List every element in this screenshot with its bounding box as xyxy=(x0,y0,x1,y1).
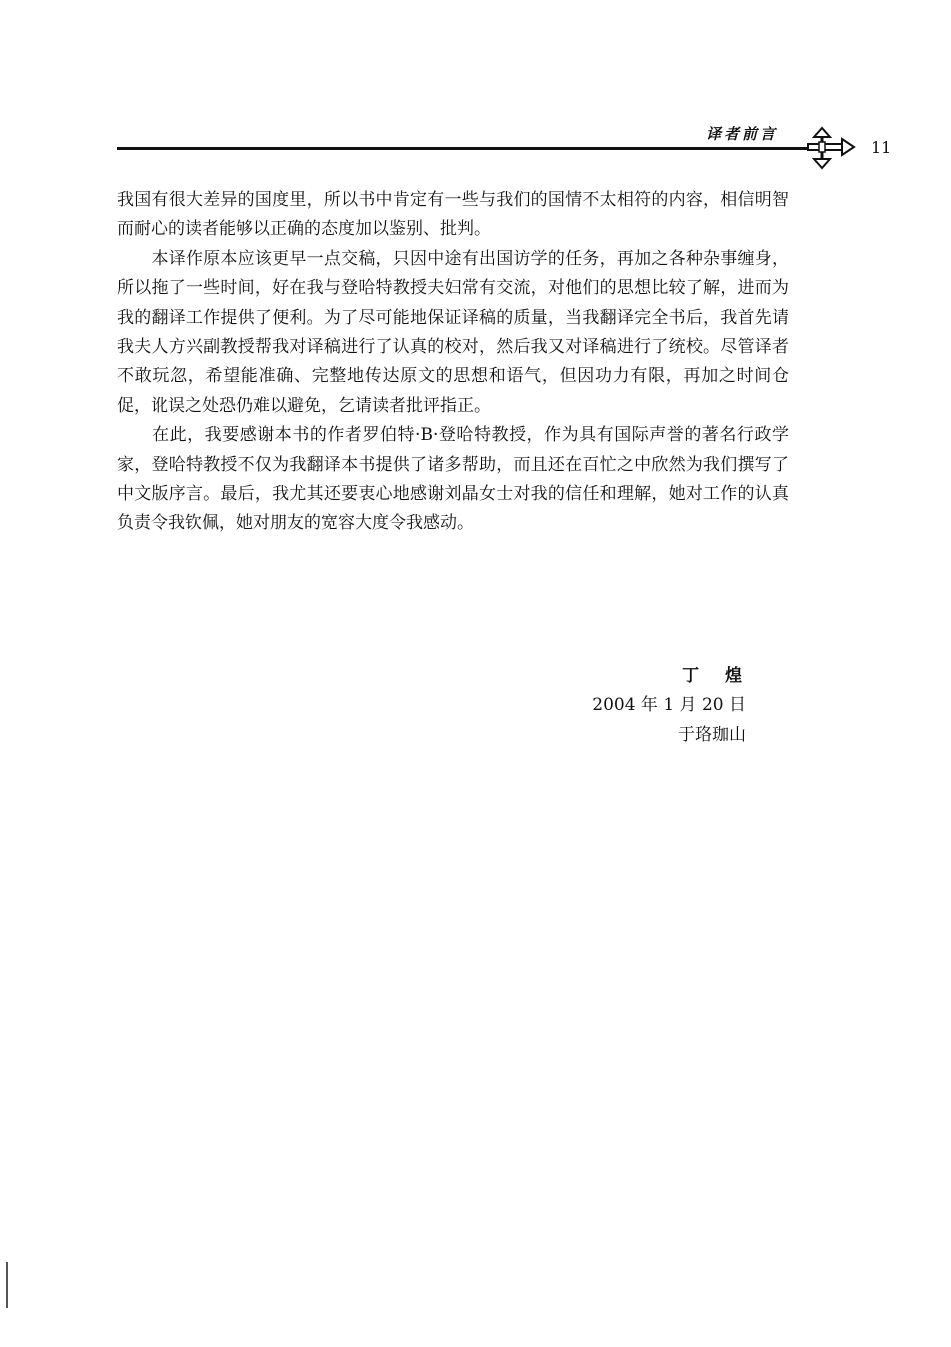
body-text xyxy=(117,186,789,539)
page-number: 11 xyxy=(871,138,892,157)
paragraph: 本译作原本应该更早一点交稿，只因中途有出国访学的任务，再加之各种杂事缠身，所以拖了一些时间，好在我与登哈特教授夫妇常有交流，对他们的思想比较了解，进而为我的翻译工作提供了便利。为了尽可能地保证译稿的质量，当我翻译完全书后，我首先请我夫人方兴副教授帮我对译稿进行了认真的校对，然后我又对译稿进行了统校。尽管译者不敢玩忽，希望能准确、完整地传达原文的思想和语气，但因功力有限，再加之时间仓促，讹误之处恐仍难以避免，乞请读者批评指正。 xyxy=(117,248,789,416)
paragraph: 我国有很大差异的国度里，所以书中肯定有一些与我们的国情不太相符的内容，相信明智而耐心的读者能够以正确的态度加以鉴别、批判。 xyxy=(117,190,789,240)
page-header xyxy=(0,0,951,180)
scan-edge-mark xyxy=(6,1262,8,1308)
signature-name: 丁 煌 xyxy=(682,666,746,686)
double-arrow-ornament-icon xyxy=(802,126,858,170)
signature-place: 于珞珈山 xyxy=(678,724,746,745)
signature-block xyxy=(592,662,746,750)
header-rule xyxy=(117,147,818,150)
section-title: 译者前言 xyxy=(706,125,779,143)
signature-date: 2004 年 1 月 20 日 xyxy=(592,695,746,716)
paragraph: 在此，我要感谢本书的作者罗伯特·B·登哈特教授，作为具有国际声誉的著名行政学家，登哈特教授不仅为我翻译本书提供了诸多帮助，而且还在百忙之中欣然为我们撰写了中文版序言。最后，我尤其还要衷心地感谢刘晶女士对我的信任和理解，她对工作的认真负责令我钦佩，她对朋友的宽容大度令我感动。 xyxy=(117,425,789,534)
